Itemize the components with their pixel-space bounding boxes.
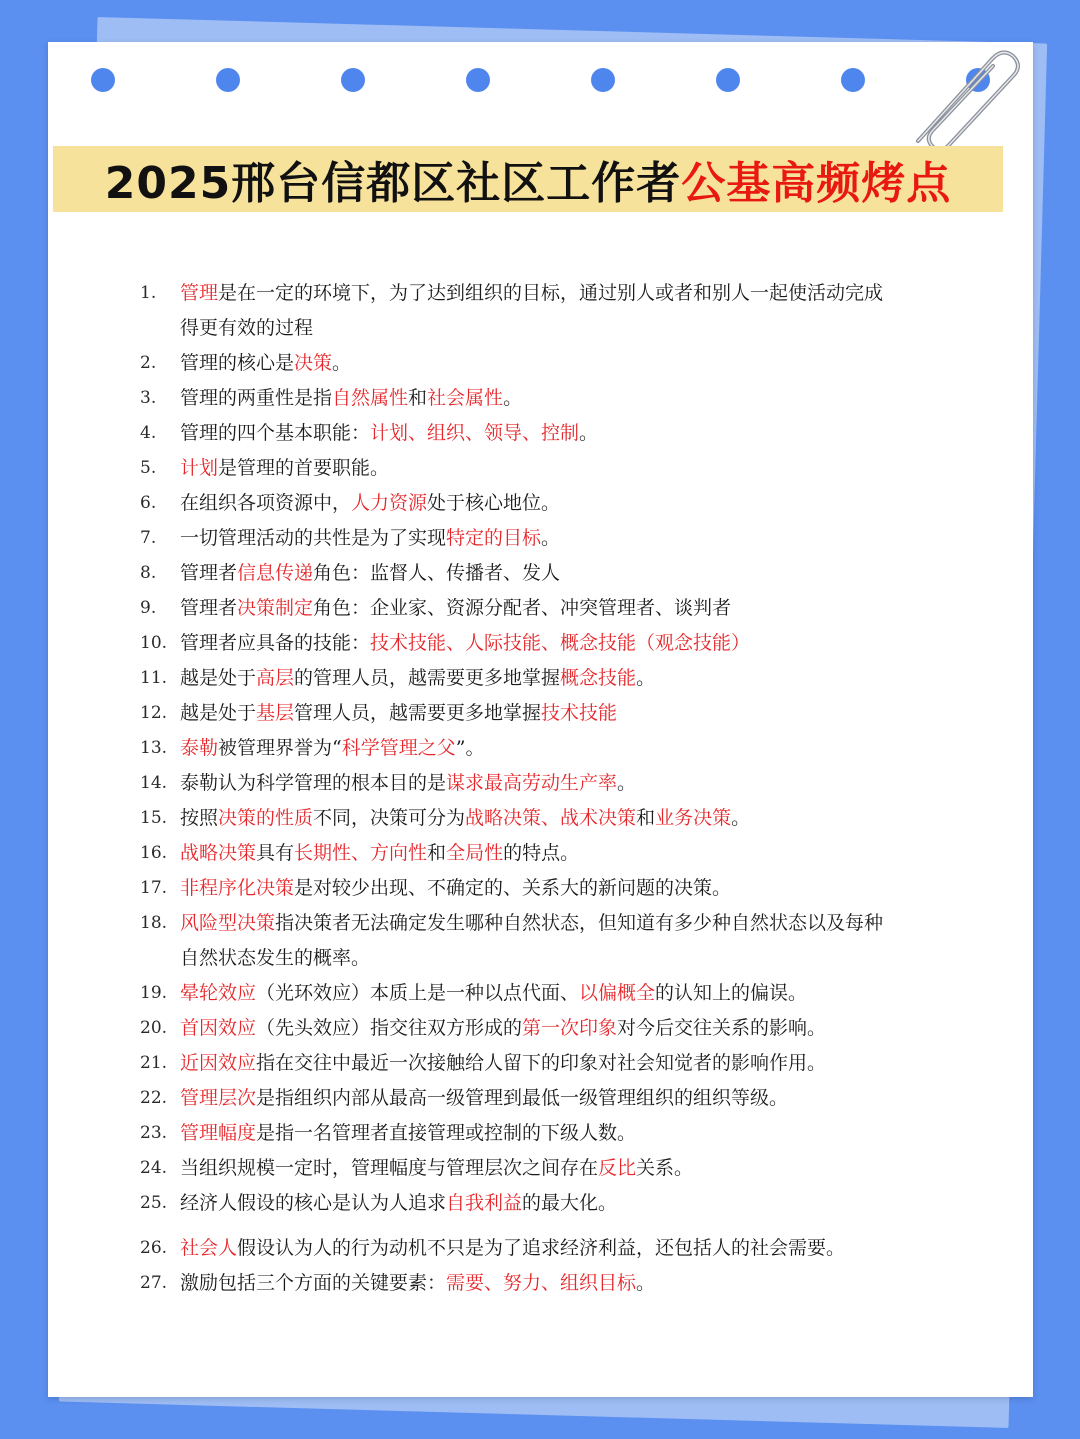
item-text: 。 — [579, 422, 599, 444]
item-number: 18. — [140, 913, 168, 933]
list-item — [140, 521, 900, 556]
item-text: 当组织规模一定时，管理幅度与管理层次之间存在 — [180, 1157, 599, 1179]
item-text: 的特点。 — [503, 842, 580, 864]
item-number: 19. — [140, 983, 168, 1003]
paperclip-icon — [908, 46, 1028, 156]
highlight-text: 战略决策 — [180, 842, 257, 864]
item-text: 。 — [731, 807, 751, 829]
item-number: 7. — [140, 528, 157, 548]
binder-holes — [48, 68, 1033, 98]
list-item — [140, 1151, 900, 1186]
item-text: 经济人假设的核心是认为人追求 — [180, 1192, 447, 1214]
highlight-text: 业务决策 — [655, 807, 732, 829]
highlight-text: 决策的性质 — [218, 807, 314, 829]
list-item — [140, 1116, 900, 1151]
item-number: 6. — [140, 493, 157, 513]
item-text: 是指一名管理者直接管理或控制的下级人数。 — [256, 1122, 637, 1144]
list-item — [140, 731, 900, 766]
item-number: 14. — [140, 773, 168, 793]
highlight-text: 需要、努力、组织目标 — [446, 1272, 637, 1294]
list-item — [140, 486, 900, 521]
item-number: 20. — [140, 1018, 168, 1038]
binder-hole — [716, 68, 740, 92]
highlight-text: 信息传递 — [237, 562, 314, 584]
item-text: 的最大化。 — [522, 1192, 618, 1214]
item-text: 管理者应具备的技能： — [180, 632, 371, 654]
highlight-text: 管理层次 — [180, 1087, 257, 1109]
item-number: 10. — [140, 633, 168, 653]
item-text: 角色：监督人、传播者、发人 — [313, 562, 561, 584]
item-text: （光环效应）本质上是一种以点代面、 — [256, 982, 580, 1004]
item-text: 关系。 — [636, 1157, 694, 1179]
item-text: 的管理人员，越需要更多地掌握 — [294, 667, 561, 689]
list-item — [140, 661, 900, 696]
highlight-text: 科学管理之父 — [341, 737, 456, 759]
item-number: 4. — [140, 423, 157, 443]
highlight-text: 风险型决策 — [180, 912, 276, 934]
item-text: 。 — [503, 387, 523, 409]
binder-hole — [91, 68, 115, 92]
item-number: 17. — [140, 878, 168, 898]
item-text: 管理的核心是 — [180, 352, 295, 374]
item-text: 。 — [332, 352, 352, 374]
list-item — [140, 451, 900, 486]
item-text: 和 — [408, 387, 428, 409]
highlight-text: 高层 — [256, 667, 295, 689]
item-text: 假设认为人的行为动机不只是为了追求经济利益，还包括人的社会需要。 — [237, 1237, 846, 1259]
item-text: 。 — [636, 667, 656, 689]
list-item — [140, 1081, 900, 1116]
item-text: 被管理界誉为“ — [218, 737, 342, 759]
item-number: 26. — [140, 1238, 168, 1258]
highlight-text: 社会人 — [180, 1237, 238, 1259]
item-number: 15. — [140, 808, 168, 828]
highlight-text: 技术技能、人际技能、概念技能（观念技能） — [370, 632, 751, 654]
item-text: 对今后交往关系的影响。 — [617, 1017, 827, 1039]
list-item — [140, 626, 900, 661]
title-red-part: 公基高频烤点 — [681, 158, 952, 209]
item-number: 3. — [140, 388, 157, 408]
highlight-text: 近因效应 — [180, 1052, 257, 1074]
list-item — [140, 696, 900, 731]
item-text: 管理者 — [180, 562, 238, 584]
item-number: 22. — [140, 1088, 168, 1108]
highlight-text: 第一次印象 — [522, 1017, 618, 1039]
item-text: 管理人员，越需要更多地掌握 — [294, 702, 542, 724]
item-text: 。 — [636, 1272, 656, 1294]
binder-hole — [466, 68, 490, 92]
list-item — [140, 1046, 900, 1081]
highlight-text: 谋求最高劳动生产率 — [446, 772, 618, 794]
item-text: 管理的两重性是指 — [180, 387, 333, 409]
item-text: 和 — [636, 807, 656, 829]
item-number: 9. — [140, 598, 157, 618]
list-item — [140, 871, 900, 906]
item-text: 越是处于 — [180, 667, 257, 689]
fact-list — [140, 276, 900, 1301]
item-text: （先头效应）指交往双方形成的 — [256, 1017, 523, 1039]
binder-hole — [591, 68, 615, 92]
list-item — [140, 381, 900, 416]
highlight-text: 自我利益 — [446, 1192, 523, 1214]
binder-hole — [841, 68, 865, 92]
list-item — [140, 801, 900, 836]
highlight-text: 技术技能 — [541, 702, 618, 724]
item-text: 。 — [617, 772, 637, 794]
item-text: 具有 — [256, 842, 295, 864]
binder-hole — [216, 68, 240, 92]
highlight-text: 计划 — [180, 457, 219, 479]
list-item — [140, 766, 900, 801]
item-text: 指在交往中最近一次接触给人留下的印象对社会知觉者的影响作用。 — [256, 1052, 827, 1074]
highlight-text: 全局性 — [446, 842, 504, 864]
page-title — [105, 147, 951, 211]
title-banner — [53, 146, 1003, 212]
item-number: 25. — [140, 1193, 168, 1213]
highlight-text: 首因效应 — [180, 1017, 257, 1039]
highlight-text: 自然属性 — [332, 387, 409, 409]
highlight-text: 泰勒 — [180, 737, 219, 759]
item-number: 23. — [140, 1123, 168, 1143]
list-item — [140, 976, 900, 1011]
item-text: 不同，决策可分为 — [313, 807, 466, 829]
item-text: 的认知上的偏误。 — [655, 982, 808, 1004]
item-text: 角色：企业家、资源分配者、冲突管理者、谈判者 — [313, 597, 732, 619]
highlight-text: 社会属性 — [427, 387, 504, 409]
list-item — [140, 1011, 900, 1046]
item-text: 是指组织内部从最高一级管理到最低一级管理组织的组织等级。 — [256, 1087, 789, 1109]
highlight-text: 晕轮效应 — [180, 982, 257, 1004]
item-text: 泰勒认为科学管理的根本目的是 — [180, 772, 447, 794]
list-item — [140, 1231, 900, 1266]
item-text: 管理者 — [180, 597, 238, 619]
highlight-text: 计划、组织、领导、控制 — [370, 422, 580, 444]
item-number: 2. — [140, 353, 157, 373]
highlight-text: 特定的目标 — [446, 527, 542, 549]
item-number: 8. — [140, 563, 157, 583]
list-item — [140, 906, 900, 976]
item-number: 1. — [140, 283, 157, 303]
highlight-text: 基层 — [256, 702, 295, 724]
item-text: 越是处于 — [180, 702, 257, 724]
highlight-text: 长期性、方向性 — [294, 842, 428, 864]
list-item — [140, 836, 900, 871]
item-text: 是管理的首要职能。 — [218, 457, 390, 479]
item-text: 管理的四个基本职能： — [180, 422, 371, 444]
item-number: 21. — [140, 1053, 168, 1073]
item-text: 处于核心地位。 — [427, 492, 561, 514]
item-text: 激励包括三个方面的关键要素： — [180, 1272, 447, 1294]
highlight-text: 战略决策、战术决策 — [465, 807, 637, 829]
highlight-text: 管理幅度 — [180, 1122, 257, 1144]
title-black-part: 2025邢台信都区社区工作者 — [104, 158, 682, 209]
highlight-text: 非程序化决策 — [180, 877, 295, 899]
item-number: 16. — [140, 843, 168, 863]
item-number: 5. — [140, 458, 157, 478]
item-text: 。 — [541, 527, 561, 549]
item-number: 12. — [140, 703, 168, 723]
highlight-text: 管理 — [180, 282, 219, 304]
item-number: 27. — [140, 1273, 168, 1293]
list-item — [140, 276, 900, 346]
item-text: 是对较少出现、不确定的、关系大的新问题的决策。 — [294, 877, 732, 899]
list-item — [140, 416, 900, 451]
highlight-text: 以偏概全 — [579, 982, 656, 1004]
item-number: 13. — [140, 738, 168, 758]
list-item — [140, 556, 900, 591]
highlight-text: 反比 — [598, 1157, 637, 1179]
item-text: 按照 — [180, 807, 219, 829]
item-text: 一切管理活动的共性是为了实现 — [180, 527, 447, 549]
item-number: 24. — [140, 1158, 168, 1178]
list-item — [140, 591, 900, 626]
item-text: 和 — [427, 842, 447, 864]
highlight-text: 人力资源 — [351, 492, 428, 514]
highlight-text: 概念技能 — [560, 667, 637, 689]
highlight-text: 决策 — [294, 352, 333, 374]
paper-sheet — [48, 42, 1033, 1397]
binder-hole — [341, 68, 365, 92]
item-text: 是在一定的环境下，为了达到组织的目标，通过别人或者和别人一起使活动完成得更有效的过程 — [180, 282, 884, 339]
item-text: 在组织各项资源中， — [180, 492, 352, 514]
item-text: ”。 — [455, 737, 485, 759]
list-item — [140, 1266, 900, 1301]
list-item — [140, 346, 900, 381]
item-text: 指决策者无法确定发生哪种自然状态，但知道有多少种自然状态以及每种自然状态发生的概率。 — [180, 912, 884, 969]
item-number: 11. — [140, 668, 168, 688]
list-item — [140, 1186, 900, 1221]
highlight-text: 决策制定 — [237, 597, 314, 619]
